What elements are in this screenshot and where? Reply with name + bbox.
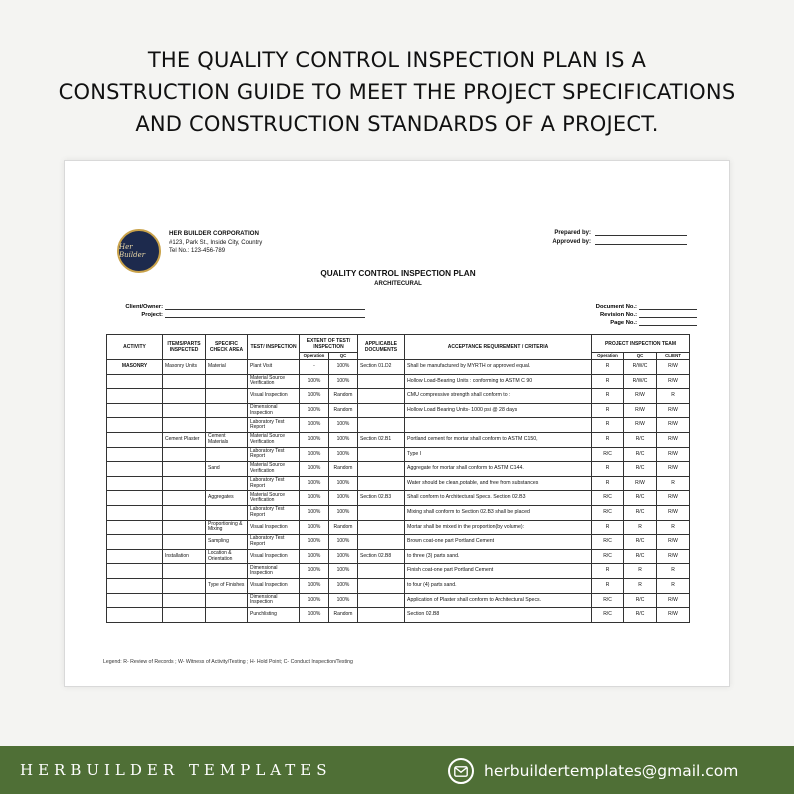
- table-row: [107, 418, 690, 433]
- approved-by-label: Approved by:: [552, 239, 591, 245]
- cell-extent-qc: 100%: [329, 535, 358, 550]
- cell-team-client: R: [657, 520, 690, 535]
- cell-acceptance: Shall conform to Architectural Specs. Section 02.B3: [405, 491, 592, 506]
- prepared-by-label: Prepared by:: [554, 230, 591, 236]
- cell-document: [358, 535, 405, 550]
- cell-team-client: R: [657, 578, 690, 593]
- page-no-row: [596, 320, 637, 326]
- cell-team-client: R/W: [657, 447, 690, 462]
- cell-extent-qc: 100%: [329, 578, 358, 593]
- cell-extent-operation: 100%: [300, 535, 329, 550]
- document-no-label: Document No.:: [595, 304, 637, 310]
- cell-acceptance: Mortar shall be mixed in the proportion(by volume):: [405, 520, 592, 535]
- cell-area: Sampling: [206, 535, 248, 550]
- revision-no-label: Revision No.:: [599, 312, 637, 318]
- cell-activity: [107, 476, 163, 491]
- cell-document: Section 01.D2: [358, 360, 405, 375]
- cell-test: Material Source Verification: [248, 432, 300, 447]
- prepared-by-row: [552, 230, 687, 236]
- document-no-field[interactable]: [639, 309, 697, 310]
- cell-team-client: R/W: [657, 374, 690, 389]
- table-row: [107, 447, 690, 462]
- cell-item: [163, 564, 206, 579]
- cell-extent-operation: -: [300, 360, 329, 375]
- cell-area: [206, 593, 248, 608]
- cell-activity: MASONRY: [107, 360, 163, 375]
- cell-acceptance: CMU compressive strength shall conform to :: [405, 389, 592, 404]
- cell-document: [358, 520, 405, 535]
- cell-area: [206, 374, 248, 389]
- cell-team-qc: R: [624, 564, 657, 579]
- cell-test: Dimensional Inspection: [248, 593, 300, 608]
- table-row: [107, 520, 690, 535]
- company-info: [169, 230, 262, 256]
- cell-test: Punchlisting: [248, 608, 300, 623]
- cell-acceptance: Mixing shall conform to Section 02.B3 shall be placed: [405, 505, 592, 520]
- cell-extent-qc: Random: [329, 403, 358, 418]
- cell-activity: [107, 432, 163, 447]
- cell-area: [206, 418, 248, 433]
- cell-team-operation: R: [592, 476, 624, 491]
- cell-test: Laboratory Test Report: [248, 447, 300, 462]
- document-no-row: [596, 304, 637, 310]
- cell-team-qc: R/C: [624, 608, 657, 623]
- client-block: [111, 304, 163, 320]
- headline-line-1: THE QUALITY CONTROL INSPECTION PLAN IS A: [147, 48, 647, 72]
- cell-team-operation: R/C: [592, 549, 624, 564]
- cell-team-operation: R: [592, 578, 624, 593]
- footer-brand: HERBUILDER TEMPLATES: [20, 761, 332, 779]
- company-address: #123, Park St., Inside City, Country: [169, 240, 263, 246]
- cell-test: Visual Inspection: [248, 549, 300, 564]
- cell-document: [358, 447, 405, 462]
- cell-activity: [107, 578, 163, 593]
- cell-area: Aggregates: [206, 491, 248, 506]
- inspection-plan-table: [106, 334, 690, 623]
- cell-extent-qc: Random: [329, 389, 358, 404]
- table-row: [107, 491, 690, 506]
- cell-item: [163, 389, 206, 404]
- approved-by-field[interactable]: [595, 239, 687, 245]
- client-label: Client/Owner:: [125, 304, 163, 310]
- project-label: Project:: [141, 312, 163, 318]
- cell-extent-qc: 100%: [329, 374, 358, 389]
- cell-document: [358, 462, 405, 477]
- cell-team-qc: R: [624, 578, 657, 593]
- cell-extent-qc: 100%: [329, 418, 358, 433]
- signoff-block: [552, 230, 687, 248]
- cell-item: [163, 462, 206, 477]
- cell-team-client: R: [657, 476, 690, 491]
- cell-test: Visual Inspection: [248, 578, 300, 593]
- cell-test: Dimensional Inspection: [248, 403, 300, 418]
- cell-activity: [107, 549, 163, 564]
- cell-document: [358, 593, 405, 608]
- cell-team-qc: R/C: [624, 447, 657, 462]
- mail-icon: [448, 758, 474, 784]
- cell-area: [206, 476, 248, 491]
- table-row: [107, 608, 690, 623]
- document-sheet: [64, 160, 730, 687]
- cell-extent-qc: 100%: [329, 549, 358, 564]
- cell-test: Dimensional Inspection: [248, 564, 300, 579]
- cell-team-client: R/W: [657, 360, 690, 375]
- cell-test: Material Source Verification: [248, 462, 300, 477]
- cell-extent-operation: 100%: [300, 432, 329, 447]
- cell-item: [163, 447, 206, 462]
- cell-extent-qc: 100%: [329, 564, 358, 579]
- revision-no-row: [596, 312, 637, 318]
- cell-activity: [107, 462, 163, 477]
- cell-team-operation: R: [592, 520, 624, 535]
- header-acceptance: ACCEPTANCE REQUIREMENT / CRITERIA: [405, 335, 592, 360]
- cell-team-operation: R/C: [592, 593, 624, 608]
- cell-document: [358, 505, 405, 520]
- cell-team-operation: R: [592, 360, 624, 375]
- company-name: HER BUILDER CORPORATION: [169, 230, 259, 237]
- cell-extent-qc: 100%: [329, 360, 358, 375]
- cell-item: Cement Plaster: [163, 432, 206, 447]
- cell-extent-operation: 100%: [300, 476, 329, 491]
- cell-acceptance: Section 02.B8: [405, 608, 592, 623]
- cell-acceptance: Brown coat-one part Portland Cement: [405, 535, 592, 550]
- cell-team-client: R/W: [657, 608, 690, 623]
- cell-extent-qc: 100%: [329, 593, 358, 608]
- headline-line-2: CONSTRUCTION GUIDE TO MEET THE PROJECT SPECIFICATIONS: [58, 80, 736, 104]
- cell-extent-operation: 100%: [300, 418, 329, 433]
- cell-team-operation: R: [592, 462, 624, 477]
- cell-activity: [107, 608, 163, 623]
- cell-activity: [107, 535, 163, 550]
- header-team: PROJECT INSPECTION TEAM: [592, 335, 690, 353]
- cell-extent-operation: 100%: [300, 549, 329, 564]
- cell-document: [358, 578, 405, 593]
- cell-acceptance: Hollow Load-Bearing Units : conforming to ASTM C 90: [405, 374, 592, 389]
- cell-document: [358, 374, 405, 389]
- cell-test: Laboratory Test Report: [248, 418, 300, 433]
- project-row: [111, 312, 163, 318]
- cell-item: [163, 403, 206, 418]
- cell-activity: [107, 505, 163, 520]
- cell-test: Laboratory Test Report: [248, 476, 300, 491]
- client-field[interactable]: [165, 309, 365, 310]
- cell-item: [163, 520, 206, 535]
- cell-extent-operation: 100%: [300, 520, 329, 535]
- headline-line-3: AND CONSTRUCTION STANDARDS OF A PROJECT.: [135, 112, 659, 136]
- cell-team-qc: R/C: [624, 432, 657, 447]
- document-info-block: [596, 304, 637, 328]
- cell-activity: [107, 491, 163, 506]
- cell-extent-operation: 100%: [300, 578, 329, 593]
- cell-area: [206, 564, 248, 579]
- cell-team-client: R/W: [657, 505, 690, 520]
- cell-acceptance: Shall be manufactured by MYRTH or approved equal.: [405, 360, 592, 375]
- cell-team-client: R/W: [657, 403, 690, 418]
- table-row: [107, 360, 690, 375]
- cell-team-operation: R: [592, 389, 624, 404]
- cell-acceptance: [405, 418, 592, 433]
- table-row: [107, 432, 690, 447]
- cell-activity: [107, 418, 163, 433]
- cell-team-operation: R/C: [592, 491, 624, 506]
- cell-document: Section 02.B1: [358, 432, 405, 447]
- cell-item: [163, 374, 206, 389]
- cell-team-qc: R/C: [624, 549, 657, 564]
- cell-team-operation: R: [592, 374, 624, 389]
- cell-area: Location & Orientation: [206, 549, 248, 564]
- cell-area: [206, 447, 248, 462]
- cell-document: [358, 564, 405, 579]
- cell-test: Plant Visit: [248, 360, 300, 375]
- cell-test: Visual Inspection: [248, 520, 300, 535]
- cell-team-client: R/W: [657, 491, 690, 506]
- cell-area: Sand: [206, 462, 248, 477]
- cell-item: [163, 608, 206, 623]
- cell-extent-operation: 100%: [300, 505, 329, 520]
- cell-test: Visual Inspection: [248, 389, 300, 404]
- cell-extent-qc: 100%: [329, 491, 358, 506]
- cell-extent-qc: Random: [329, 608, 358, 623]
- cell-document: [358, 389, 405, 404]
- cell-team-client: R/W: [657, 418, 690, 433]
- header-extent-operation: Operation: [300, 353, 329, 360]
- inspection-plan-body: [107, 360, 690, 623]
- table-row: [107, 535, 690, 550]
- cell-extent-qc: Random: [329, 462, 358, 477]
- cell-activity: [107, 520, 163, 535]
- document-subtitle: ARCHITECURAL: [374, 281, 422, 287]
- table-row: [107, 593, 690, 608]
- cell-activity: [107, 447, 163, 462]
- cell-area: [206, 608, 248, 623]
- cell-team-qc: R/C: [624, 505, 657, 520]
- cell-area: Type of Finishes: [206, 578, 248, 593]
- cell-area: Cement Materials: [206, 432, 248, 447]
- cell-team-operation: R/C: [592, 447, 624, 462]
- cell-extent-qc: 100%: [329, 432, 358, 447]
- footer-email-block[interactable]: [448, 758, 738, 784]
- cell-team-qc: R/C: [624, 462, 657, 477]
- cell-extent-operation: 100%: [300, 564, 329, 579]
- cell-item: Masonry Units: [163, 360, 206, 375]
- header-team-operation: Operation: [592, 353, 624, 360]
- document-title: QUALITY CONTROL INSPECTION PLAN: [320, 269, 476, 278]
- approved-by-row: [552, 239, 687, 245]
- cell-area: [206, 403, 248, 418]
- cell-team-operation: R: [592, 418, 624, 433]
- footer-banner: [0, 746, 794, 794]
- cell-acceptance: Hollow Load Bearing Units- 1000 psi @ 28 days: [405, 403, 592, 418]
- cell-team-client: R: [657, 389, 690, 404]
- header-activity: ACTIVITY: [107, 335, 163, 360]
- cell-acceptance: Application of Plaster shall conform to Architectural Specs.: [405, 593, 592, 608]
- cell-document: Section 02.B3: [358, 491, 405, 506]
- cell-team-client: R/W: [657, 432, 690, 447]
- cell-document: [358, 608, 405, 623]
- cell-acceptance: Type I: [405, 447, 592, 462]
- cell-team-qc: R/C: [624, 593, 657, 608]
- cell-team-qc: R/W: [624, 403, 657, 418]
- cell-extent-qc: Random: [329, 520, 358, 535]
- cell-activity: [107, 403, 163, 418]
- header-items: ITEMS/PARTS INSPECTED: [163, 335, 206, 360]
- client-row: [111, 304, 163, 310]
- cell-team-operation: R/C: [592, 608, 624, 623]
- table-row: [107, 462, 690, 477]
- cell-area: Proportioning & Mixing: [206, 520, 248, 535]
- cell-team-operation: R: [592, 432, 624, 447]
- cell-item: [163, 535, 206, 550]
- cell-team-qc: R/W: [624, 418, 657, 433]
- cell-area: [206, 389, 248, 404]
- company-logo: [117, 229, 161, 273]
- cell-activity: [107, 593, 163, 608]
- cell-item: [163, 418, 206, 433]
- footer-email[interactable]: herbuildertemplates@gmail.com: [484, 762, 739, 780]
- cell-extent-qc: 100%: [329, 476, 358, 491]
- cell-team-qc: R/C: [624, 535, 657, 550]
- prepared-by-field[interactable]: [595, 230, 687, 236]
- header-check-area: SPECIFIC CHECK AREA: [206, 335, 248, 360]
- cell-acceptance: to three (3) parts sand.: [405, 549, 592, 564]
- cell-team-qc: R/W/C: [624, 360, 657, 375]
- header-extent-qc: QC: [329, 353, 358, 360]
- cell-activity: [107, 389, 163, 404]
- cell-item: [163, 593, 206, 608]
- table-row: [107, 549, 690, 564]
- cell-extent-operation: 100%: [300, 608, 329, 623]
- table-row: [107, 564, 690, 579]
- cell-team-client: R/W: [657, 549, 690, 564]
- cell-item: [163, 578, 206, 593]
- cell-extent-operation: 100%: [300, 462, 329, 477]
- company-tel: Tel No.: 123-456-789: [169, 248, 226, 254]
- cell-area: Material: [206, 360, 248, 375]
- table-row: [107, 505, 690, 520]
- cell-extent-operation: 100%: [300, 491, 329, 506]
- cell-document: [358, 476, 405, 491]
- cell-extent-operation: 100%: [300, 403, 329, 418]
- cell-team-operation: R: [592, 564, 624, 579]
- cell-team-qc: R: [624, 520, 657, 535]
- cell-test: Material Source Verification: [248, 374, 300, 389]
- cell-acceptance: to four (4) parts sand.: [405, 578, 592, 593]
- cell-acceptance: Aggregate for mortar shall conform to ASTM C144.: [405, 462, 592, 477]
- header-test: TEST/ INSPECTION: [248, 335, 300, 360]
- table-row: [107, 403, 690, 418]
- revision-no-field[interactable]: [639, 317, 697, 318]
- cell-document: [358, 418, 405, 433]
- cell-test: Laboratory Test Report: [248, 505, 300, 520]
- cell-test: Material Source Verification: [248, 491, 300, 506]
- cell-activity: [107, 374, 163, 389]
- cell-extent-operation: 100%: [300, 389, 329, 404]
- cell-team-client: R/W: [657, 593, 690, 608]
- cell-item: [163, 505, 206, 520]
- legend: Legend: R- Review of Records ; W- Witness of Activity/Testing ; H- Hold Point; C- Conduct Inspection/Testing: [103, 659, 353, 665]
- logo-text: Her Builder: [119, 243, 146, 259]
- cell-document: [358, 403, 405, 418]
- project-field[interactable]: [165, 317, 365, 318]
- cell-team-qc: R/W: [624, 476, 657, 491]
- cell-acceptance: Portland cement for mortar shall conform to ASTM C150,: [405, 432, 592, 447]
- cell-team-qc: R/W: [624, 389, 657, 404]
- cell-area: [206, 505, 248, 520]
- header-documents: APPLICABLE DOCUMENTS: [358, 335, 405, 360]
- cell-document: Section 02.B8: [358, 549, 405, 564]
- cell-extent-qc: 100%: [329, 447, 358, 462]
- table-row: [107, 374, 690, 389]
- table-row: [107, 476, 690, 491]
- header-extent: EXTENT OF TEST/ INSPECTION: [300, 335, 358, 353]
- cell-team-client: R: [657, 564, 690, 579]
- cell-team-client: R/W: [657, 535, 690, 550]
- cell-item: [163, 476, 206, 491]
- cell-team-operation: R: [592, 403, 624, 418]
- cell-team-client: R/W: [657, 462, 690, 477]
- header-team-client: CLIENT: [657, 353, 690, 360]
- cell-team-qc: R/C: [624, 491, 657, 506]
- page-no-field[interactable]: [639, 325, 697, 326]
- cell-extent-qc: 100%: [329, 505, 358, 520]
- cell-acceptance: Water should be clean,potable, and free from substances: [405, 476, 592, 491]
- cell-extent-operation: 100%: [300, 593, 329, 608]
- table-row: [107, 578, 690, 593]
- cell-extent-operation: 100%: [300, 447, 329, 462]
- cell-team-operation: R/C: [592, 505, 624, 520]
- table-row: [107, 389, 690, 404]
- cell-acceptance: Finish coat-one part Portland Cement: [405, 564, 592, 579]
- cell-test: Laboratory Test Report: [248, 535, 300, 550]
- header-team-qc: QC: [624, 353, 657, 360]
- cell-item: [163, 491, 206, 506]
- headline: [0, 44, 794, 140]
- cell-team-qc: R/W/C: [624, 374, 657, 389]
- cell-item: Installation: [163, 549, 206, 564]
- cell-team-operation: R/C: [592, 535, 624, 550]
- page-no-label: Page No.:: [610, 320, 637, 326]
- cell-extent-operation: 100%: [300, 374, 329, 389]
- cell-activity: [107, 564, 163, 579]
